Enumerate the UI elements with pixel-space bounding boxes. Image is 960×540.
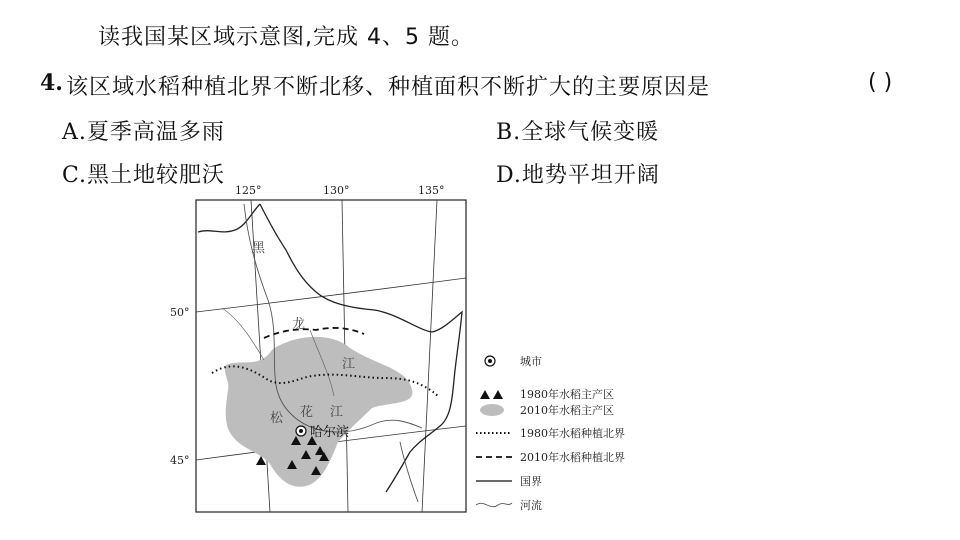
intro-text: 读我国某区域示意图,完成 4、5 题。 bbox=[98, 25, 474, 50]
legend-river-label: 河流 bbox=[520, 499, 542, 512]
legend-2010-boundary-label: 2010年水稻种植北界 bbox=[520, 451, 625, 464]
river-char-jiang-2: 江 bbox=[330, 405, 344, 420]
legend-2010-area-label: 2010年水稻主产区 bbox=[520, 404, 614, 417]
option-b bbox=[496, 115, 659, 146]
river-char-song: 松 bbox=[270, 411, 284, 426]
river-char-jiang-1: 江 bbox=[342, 357, 356, 372]
option-d-letter: D. bbox=[496, 163, 522, 188]
option-a-text: 夏季高温多雨 bbox=[86, 120, 225, 145]
legend-triangle-icon bbox=[493, 390, 503, 399]
legend-city-icon-dot bbox=[488, 359, 492, 363]
legend-1980-boundary-label: 1980年水稻种植北界 bbox=[520, 427, 625, 440]
legend-gray-area-icon bbox=[480, 404, 504, 416]
city-label-harbin: 哈尔滨 bbox=[310, 425, 350, 440]
option-a bbox=[62, 115, 225, 146]
option-b-text: 全球气候变暖 bbox=[521, 120, 660, 145]
legend-city-label: 城市 bbox=[520, 355, 542, 368]
region-map bbox=[160, 180, 650, 520]
option-c-letter: C. bbox=[62, 163, 88, 188]
latitude-label-45: 45° bbox=[170, 454, 190, 467]
latitude-label-50: 50° bbox=[170, 306, 190, 319]
city-symbol-inner bbox=[299, 429, 303, 433]
question-number: 4. bbox=[40, 70, 63, 96]
longitude-label-125: 125° bbox=[235, 184, 262, 197]
legend-1980-area-label: 1980年水稻主产区 bbox=[520, 388, 614, 401]
longitude-label-135: 135° bbox=[418, 184, 445, 197]
legend-triangle-icon bbox=[480, 390, 490, 399]
option-b-letter: B. bbox=[496, 120, 522, 145]
answer-parentheses: ( ) bbox=[868, 70, 893, 95]
question-text: 该区域水稻种植北界不断北移、种植面积不断扩大的主要原因是 bbox=[66, 75, 711, 100]
option-c-text: 黑土地较肥沃 bbox=[87, 163, 226, 188]
option-a-letter: A. bbox=[62, 120, 87, 145]
river-char-hua: 花 bbox=[300, 405, 314, 420]
map-svg bbox=[160, 180, 650, 520]
option-d-text: 地势平坦开阔 bbox=[521, 163, 660, 188]
river-char-hei: 黑 bbox=[252, 241, 266, 256]
legend-river-icon bbox=[476, 503, 512, 507]
map-legend bbox=[476, 355, 625, 512]
longitude-label-130: 130° bbox=[323, 184, 350, 197]
river-char-long: 龙 bbox=[292, 317, 306, 332]
legend-border-label: 国界 bbox=[520, 475, 542, 488]
